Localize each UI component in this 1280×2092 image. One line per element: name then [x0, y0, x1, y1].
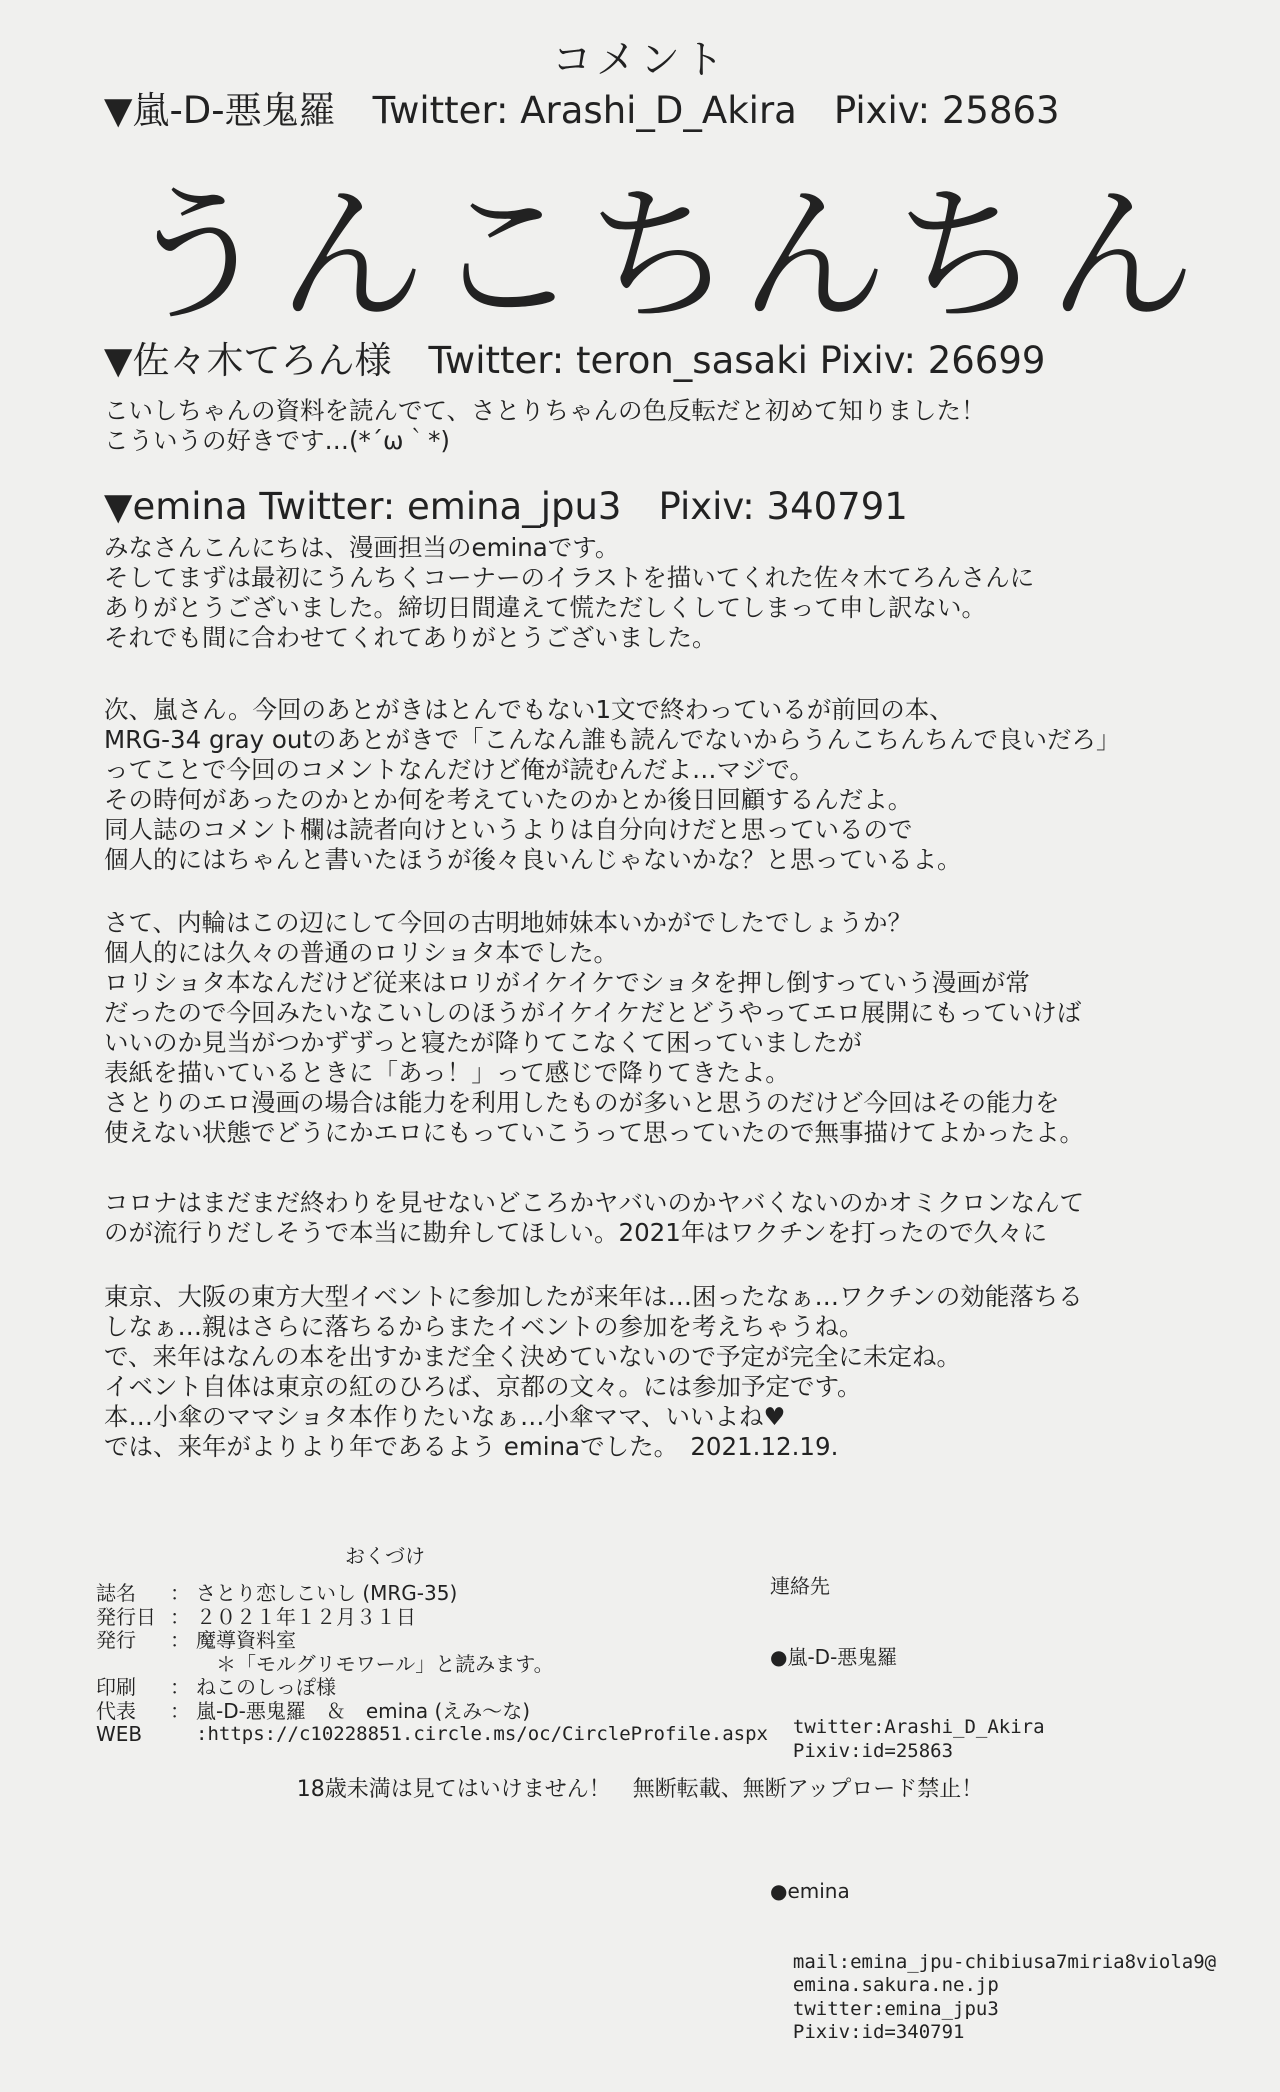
- arashi-comment: うんこちんちん: [124, 170, 1202, 342]
- colophon-sep: [170, 1653, 196, 1677]
- colophon-web-url: :https://c10228851.circle.ms/oc/CircleProfile.aspx: [196, 1723, 768, 1745]
- colophon-value: ねこのしっぽ様: [196, 1675, 336, 1699]
- colophon-value: 嵐-D-悪鬼羅 ＆ emina (えみ～な): [196, 1698, 531, 1723]
- colophon-key: 印刷: [96, 1675, 136, 1699]
- colophon-sep: ：: [170, 1581, 190, 1605]
- colophon-sep: ：: [170, 1675, 190, 1699]
- emina-paragraph-2: 次、嵐さん。今回のあとがきはとんでもない1文で終わっているが前回の本、 MRG-34 gray outのあとがきで「こんなん誰も読んでないからうんこちんちんで良いだろ」 ってことで今回のコメントなんだけど俺が読むんだよ…マジで。 その時何があったのかとか何を考えていたのかとか後日回顧するんだよ。 同人誌のコメント欄は読者向けというよりは自分向けだと思っているので 個人的にはちゃんと書いたほうが後々良いんじゃないかな？と思っているよ。: [104, 695, 1121, 874]
- colophon-sep: ：: [170, 1604, 190, 1629]
- colophon-row-representative: [96, 1700, 768, 1724]
- page-title: コメント: [552, 37, 728, 83]
- contact-emina-name: ●emina: [770, 1879, 850, 1903]
- colophon-row-date: [96, 1606, 768, 1630]
- colophon-key: [96, 1653, 170, 1677]
- contact-title: 連絡先: [770, 1574, 830, 1598]
- colophon-row-publisher: [96, 1629, 768, 1653]
- emina-paragraph-5: 東京、大阪の東方大型イベントに参加したが来年は…困ったなぁ…ワクチンの効能落ちる しなぁ…親はさらに落ちるからまたイベントの参加を考えちゃうね。 で、来年はなんの本を出すかまだ全く決めていないので予定が完全に未定ね。 イベント自体は東京の紅のひろば、京都の文々。には参加予定です。 本…小傘のママショタ本作りたいなぁ…小傘ママ、いいよね♥ では、来年がよりより年であるよう eminaでした。 2021.12.19.: [104, 1282, 1083, 1461]
- contact-arashi-name: ●嵐-D-悪鬼羅: [770, 1644, 898, 1669]
- emina-header: ▼emina Twitter: emina_jpu3 Pixiv: 340791: [104, 485, 908, 528]
- emina-paragraph-4: コロナはまだまだ終わりを見せないどころかヤバいのかヤバくないのかオミクロンなんて のが流行りだしそうで本当に勘弁してほしい。2021年はワクチンを打ったので久々に: [104, 1188, 1084, 1247]
- emina-paragraph-3: さて、内輪はこの辺にして今回の古明地姉妹本いかがでしたでしょうか？ 個人的には久々の普通のロリショタ本でした。 ロリショタ本なんだけど従来はロリがイケイケでショタを押し倒すっていう漫画が常 だったので今回みたいなこいしのほうがイケイケだとどうやってエロ展開にもっていけば いいのか見当がつかずずっと寝たが降りてこなくて困っていましたが 表紙を描いているときに「あっ！」って感じで降りてきたよ。 さとりのエロ漫画の場合は能力を利用したものが多いと思うのだけど今回はその能力を 使えない状態でどうにかエロにもっていこうって思っていたので無事描けてよかったよ。: [104, 908, 1084, 1147]
- colophon-value: さとり恋しこいし (MRG-35): [196, 1581, 458, 1605]
- colophon-key: WEB: [96, 1722, 143, 1746]
- contact-block: [770, 1528, 1216, 2092]
- teron-comment: こいしちゃんの資料を読んでて、さとりちゃんの色反転だと初めて知りました！ こういうの好きです…(*´ω｀*): [104, 396, 986, 455]
- contact-arashi-lines: twitter:Arashi_D_Akira Pixiv:id=25863: [792, 1716, 1045, 1762]
- colophon-title: おくづけ: [345, 1544, 425, 1568]
- arashi-header: ▼嵐-D-悪鬼羅 Twitter: Arashi_D_Akira Pixiv: 25863: [104, 89, 1060, 132]
- colophon-sep: ：: [170, 1698, 190, 1723]
- colophon-row-printer: [96, 1676, 768, 1700]
- colophon-key: 代表: [96, 1698, 136, 1723]
- colophon-row-title: [96, 1582, 768, 1606]
- colophon-value: ＊「モルグリモワール」と読みます。: [196, 1651, 554, 1676]
- contact-emina-lines: mail:emina_jpu-chibiusa7miria8viola9@ emina.sakura.ne.jp twitter:emina_jpu3 Pixiv:id=340791: [792, 1950, 1217, 2043]
- colophon-value: ２０２１年１２月３１日: [196, 1604, 416, 1629]
- colophon: [96, 1582, 768, 1747]
- colophon-key: 発行日: [96, 1604, 156, 1629]
- teron-header: ▼佐々木てろん様 Twitter: teron_sasaki Pixiv: 26699: [104, 339, 1046, 382]
- colophon-sep: [170, 1723, 196, 1747]
- colophon-row-reading-note: [96, 1653, 768, 1677]
- colophon-key: 誌名: [96, 1581, 136, 1605]
- colophon-row-web: [96, 1723, 768, 1747]
- colophon-sep: ：: [170, 1628, 190, 1652]
- age-warning: 18歳未満は見てはいけません！ 無断転載、無断アップロード禁止！: [296, 1777, 984, 1802]
- emina-paragraph-1: みなさんこんにちは、漫画担当のeminaです。 そしてまずは最初にうんちくコーナーのイラストを描いてくれた佐々木てろんさんに ありがとうございました。締切日間違えて慌ただしくしてしまって申し訳ない。 それでも間に合わせてくれてありがとうございました。: [104, 533, 1035, 652]
- colophon-value: 魔導資料室: [196, 1628, 296, 1652]
- colophon-key: 発行: [96, 1628, 136, 1652]
